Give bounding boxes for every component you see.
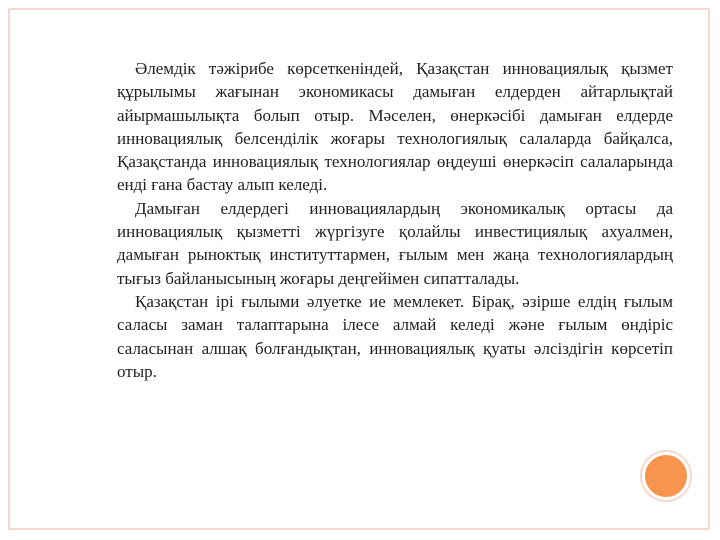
paragraph-3: Қазақстан ірі ғылыми әлуетке ие мемлекет. Бірақ, әзірше елдің ғылым саласы заман талаптарына ілесе алмай келеді және ғылым өндіріс саласынан алшақ болғандықтан, инновациялық қуаты әлсіздігін көрсетіп отыр. [117,291,673,381]
accent-circle [642,452,690,500]
paragraph-1: Әлемдік тәжірибе көрсеткеніндей, Қазақстан инновациялық қызмет құрылымы жағынан экономикасы дамыған елдерден айтарлықтай айырмашылықта болып отыр. Мәселен, өнеркәсібі дамыған елдерде инновациялық белсенділік жоғары технологиялық салаларда байқалса, Қазақстанда инновациялық технологиялар өңдеуші өнеркәсіп салаларында енді ғана бастау алып келеді. [117,59,673,195]
text-block [117,57,673,383]
paragraph-2: Дамыған елдердегі инновациялардың экономикалық ортасы да инновациялық қызметті жүргізуге қолайлы инвестициялық ахуалмен, дамыған рыноктық институттармен, ғылым мен жаңа технологиялардың тығыз байланысының жоғары деңгейімен сипатталады. [117,198,673,288]
